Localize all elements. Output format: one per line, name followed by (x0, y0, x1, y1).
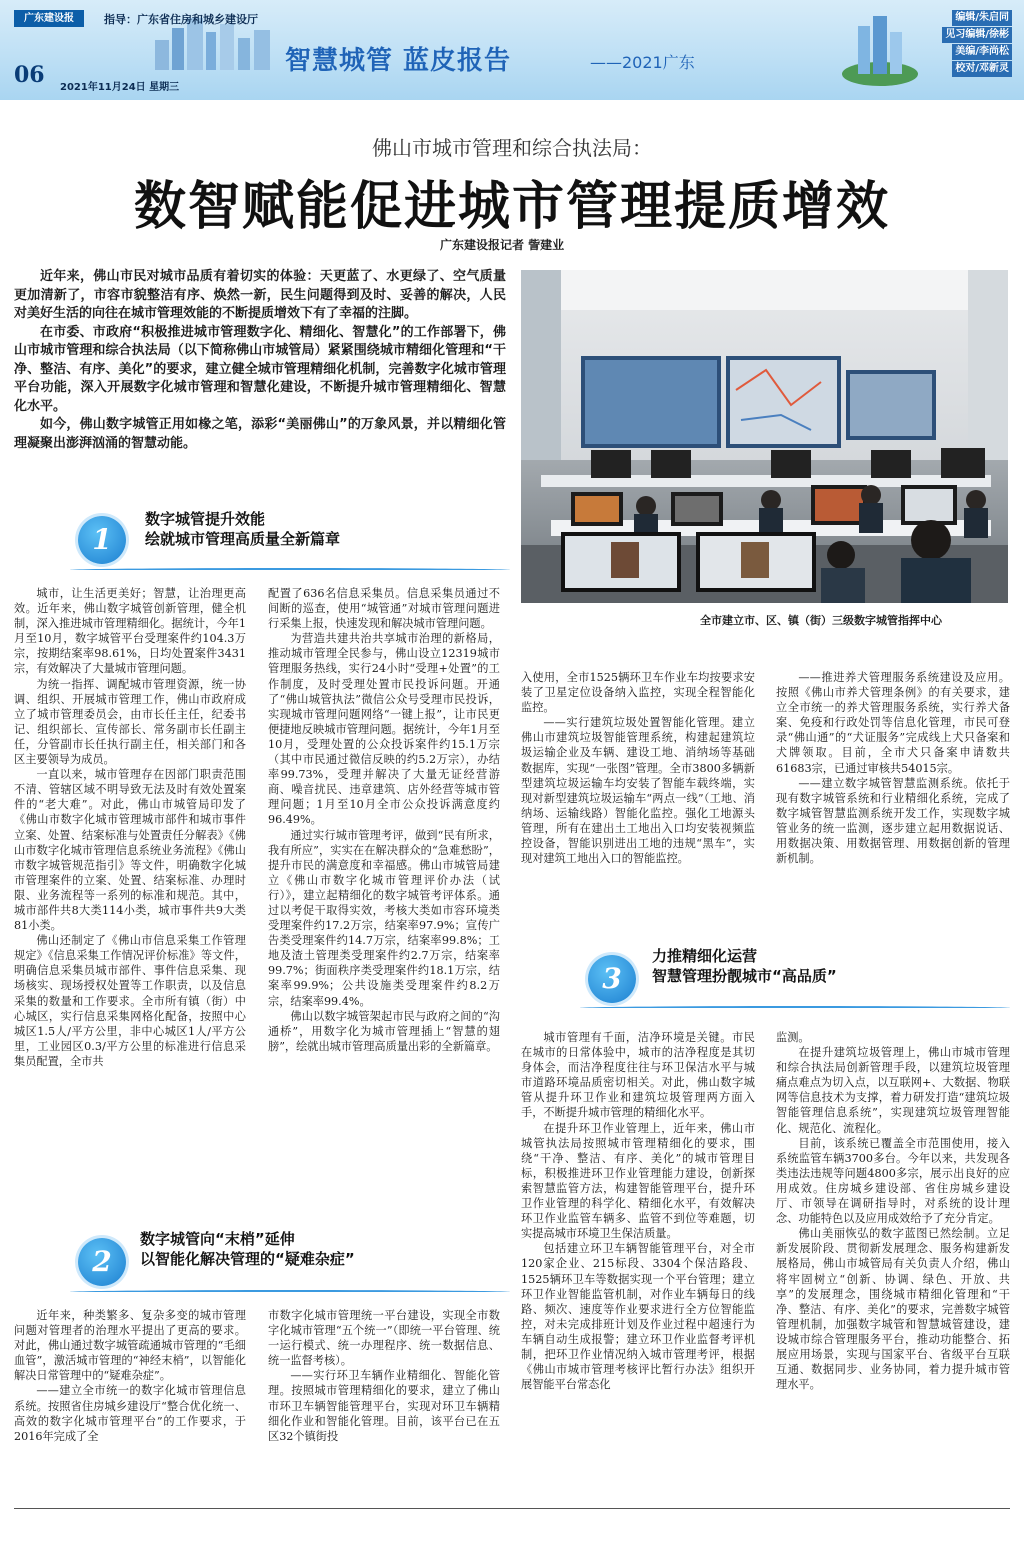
masthead-banner (0, 0, 1024, 100)
body-paragraph: 城市管理有千面，洁净环境是关键。市民在城市的日常体验中，城市的洁净程度是其切身体会，而洁净程度往往与环卫保洁水平与城市道路环境品质密切相关。对此，佛山数字城管从提升环卫作业和建筑垃圾管理两方面入手，不断提升城市管理的精细化水平。 (521, 1031, 755, 1120)
body-paragraph: ——推进养犬管理服务系统建设及应用。按照《佛山市养犬管理条例》的有关要求，建立全市统一的养犬管理服务系统，实行养犬备案、免疫和行政处罚等信息化管理，市民可登录“佛山通”的“犬证服务”完成线上犬只备案和犬牌领取。目前，全市犬只备案申请数共61683宗，已通过审核共54015宗。 (776, 671, 1010, 775)
section-number-badge: 1 (78, 516, 126, 564)
section-title-line: 力推精细化运营 (652, 947, 758, 965)
lead-paragraph: 在市委、市政府“积极推进城市管理数字化、精细化、智慧化”的工作部署下，佛山市城市管理和综合执法局（以下简称佛山市城管局）紧紧围绕城市精细化管理和“干净、整洁、有序、美化”的要求，建立健全城市管理精细化机制，完善数字化城市管理平台功能，深入开展数字化城市管理和智慧化建设，不断提升城市管理精细化、智慧化水平。 (14, 324, 506, 414)
body-paragraph: 为营造共建共治共享城市治理的新格局，推动城市管理全民参与，佛山设立12319城市管理服务热线，实行24小时“受理+处置”的工作制度，及时受理处置市民投诉问题。开通了“佛山城管执法”微信公众号受理市民投诉，实现城市管理问题网络“一键上报”，让市民更便捷地反映城市管理问题。据统计，今年1月至10月，受理处置的公众投诉案件约15.1万宗（其中市民通过微信反映的约5.2万宗），办结率99.73%，受理并解决了大量无证经营游商、噪音扰民、违章建筑、店外经营等城市管理问题；1月至10月全市公众投诉满意度约96.49%。 (268, 632, 500, 827)
body-paragraph: 包括建立环卫车辆智能管理平台，对全市120家企业、215标段、3304个保洁路段、1525辆环卫车等数据实现一个平台管理；建立环卫作业智能监管机制，对作业车辆每日的线路、频次、速度等作业要求进行全方位智能监控，对未完成排班计划及作业过程中超速行为车辆自动生成报警；建立环卫作业监督考评机制，把环卫作业情况纳入城市管理考评，根据《佛山市城市管理考核评比暂行办法》组织开展智能平台常态化 (521, 1242, 755, 1392)
body-paragraph: 目前，该系统已覆盖全市范围使用，接入系统监管车辆3700多台。今年以来，共发现各类违法违规等问题4800多宗，展示出良好的应用成效。住房城乡建设部、省住房城乡建设厅、市领导在调研指导时，对系统的设计理念、功能特色以及应用成效给予了充分肯定。 (776, 1136, 1010, 1226)
editor-credit: 见习编辑/徐彬 (942, 27, 1012, 43)
tower-graphic (840, 12, 920, 92)
photo-caption: 全市建立市、区、镇（街）三级数字城管指挥中心 (700, 614, 942, 627)
body-paragraph: 近年来，种类繁多、复杂多变的城市管理问题对管理者的治理水平提出了更高的要求。对此，佛山通过数字城管疏通城市管理的“毛细血管”，激活城市管理的“神经末梢”，以智能化解决日常管理中的“疑难杂症”。 (14, 1309, 246, 1383)
paper-name-badge: 广东建设报 (14, 10, 84, 27)
lead-paragraph: 近年来，佛山市民对城市品质有着切实的体验：天更蓝了、水更绿了、空气质量更加清新了，市容市貌整洁有序、焕然一新，民生问题得到及时、妥善的解决，人民对美好生活的向往在城市管理效能的不断提质增效下有了幸福的注脚。 (14, 269, 506, 321)
body-paragraph: 在提升环卫作业管理上，近年来，佛山市城管执法局按照城市管理精细化的要求，围绕“干净、整洁、有序、美化”的城市管理目标，积极推进环卫作业管理能力建设，创新探索智慧监管方法，构建智能管理平台，提升环卫作业管理的科学化、精细化水平，有效解决环卫作业监管车辆多、监管不到位等难题，切实提高城市环境卫生保洁质量。 (521, 1121, 755, 1241)
section3-column-1 (521, 1030, 755, 1392)
section-title-line: 数字城管提升效能 (145, 510, 266, 528)
article-kicker: 佛山市城市管理和综合执法局： (372, 136, 652, 160)
section-title-line: 以智能化解决管理的“疑难杂症” (140, 1250, 355, 1268)
body-paragraph: 监测。 (776, 1031, 810, 1044)
section-title-line: 数字城管向“末梢”延伸 (140, 1230, 295, 1248)
body-paragraph: ——建立全市统一的数字化城市管理信息系统。按照省住房城乡建设厅“整合优化统一、高效的数字化城市管理平台”的工作要求，于2016年完成了全 (14, 1384, 246, 1443)
section-title (652, 946, 837, 986)
lead-paragraph: 如今，佛山数字城管正用如椽之笔，添彩“美丽佛山”的万象风景，并以精细化管理凝聚出澎湃汹涌的智慧动能。 (14, 417, 506, 451)
body-paragraph: ——实行建筑垃圾处置智能化管理。建立佛山市建筑垃圾智能管理系统，构建起建筑垃圾运输企业及车辆、建设工地、消纳场等基础数据库，实现“一张图”管理。全市3800多辆新型建筑垃圾运输车均安装了智能车载终端，实现对新型建筑垃圾运输车“两点一线”（工地、消纳场、运输线路）智能化监控。强化工地源头管理，所有在建出土工地出入口均安装视频监控设备，智能识别进出工地的违规“黑车”，实现对建筑工地出入口的智能监控。 (521, 716, 755, 866)
command-center-illustration (521, 270, 1008, 603)
editor-credits (942, 10, 1012, 78)
section2-column-1 (14, 1308, 246, 1444)
section-title-line: 绘就城市管理高质量全新篇章 (145, 530, 341, 548)
editor-credit: 校对/邓新灵 (952, 61, 1012, 77)
body-paragraph: 市数字化城市管理统一平台建设，实现全市数字化城市管理“五个统一”（即统一平台管理、统一运行模式、统一办理程序、统一数据信息、统一监督考核）。 (268, 1309, 500, 1368)
body-paragraph: 佛山以数字城管架起市民与政府之间的“沟通桥”，用数字化为城市管理插上“智慧的翅膀”，绘就出城市管理高质量出彩的全新篇章。 (268, 1009, 500, 1053)
column-subtitle: ——2021广东 (590, 53, 695, 72)
body-paragraph: 为统一指挥、调配城市管理资源，统一协调、组织、开展城市管理工作，佛山市政府成立了城市管理委员会，由市长任主任，纪委书记、组织部长、宣传部长、常务副市长任副主任，分管副市长任执行副主任，相关部门和各区主要领导为成员。 (14, 677, 246, 767)
body-paragraph: ——建立数字城管智慧监测系统。依托于现有数字城管系统和行业精细化系统，完成了数字城管智慧监测系统开发工作，实现数字城管业务的统一监测，逐步建立起用数据说话、用数据决策、用数据管理、用数据创新的管理新机制。 (776, 776, 1010, 866)
article-headline: 数智赋能促进城市管理提质增效 (133, 176, 890, 237)
column-title: 智慧城管 蓝皮报告 (285, 46, 512, 76)
body-paragraph: 配置了636名信息采集员。信息采集员通过不间断的巡查，使用“城管通”对城市管理问题进行采集上报，快速发现和解决城市管理问题。 (268, 587, 500, 631)
section-number-badge: 2 (78, 1238, 126, 1286)
body-paragraph: 佛山美丽恢弘的数字蓝图已然绘制。立足新发展阶段、贯彻新发展理念、服务构建新发展格局，佛山市城管局有关负责人介绍，佛山将牢固树立“创新、协调、绿色、开放、共享”的发展理念，围绕城市精细化管理和“干净、整洁、有序、美化”的要求，完善数字城管管理机制，加强数字城管和智慧城管建设，建设城市综合管理服务平台，推动功能整合、拓展应用场景，实现与国家平台、省级平台互联互通、数据同步、业务协同，着力提升城市管理水平。 (776, 1227, 1010, 1392)
body-paragraph: 一直以来，城市管理存在因部门职责范围不清、管辖区域不明导致无法及时有效处置案件的“老大难”。对此，佛山市城管局印发了《佛山市数字化城市管理城市部件和城市事件立案、处置、结案标准与处置责任分解表》《佛山市数字化城市管理信息系统业务流程》《佛山市数字城管规范指引》等文件，明确数字化城市管理案件的立案、处置、结案标准、办理时限、业务流程等一系列的标准和规范。其中，城市部件共8大类114小类，城市事件共9大类81小类。 (14, 768, 246, 933)
section-title (145, 509, 340, 549)
body-paragraph: 在提升建筑垃圾管理上，佛山市城市管理和综合执法局创新管理手段，以建筑垃圾管理痛点难点为切入点，以互联网+、大数据、物联网等信息技术为支撑，着力研发打造“建筑垃圾智能管理信息系统”，实现建筑垃圾管理智能化、规范化、流程化。 (776, 1046, 1010, 1135)
article-lead (14, 268, 506, 453)
section1-column-1 (14, 586, 246, 1069)
section-title (140, 1229, 355, 1269)
page-bottom-rule (14, 1508, 1010, 1509)
command-center-photo (521, 270, 1008, 603)
body-paragraph: ——实行环卫车辆作业精细化、智能化管理。按照城市管理精细化的要求，建立了佛山市环卫车辆智能管理平台，实现对环卫车辆精细化作业和智能化管理。目前，该平台已在五区32个镇街投 (268, 1369, 500, 1443)
section2-column-2 (268, 1308, 500, 1444)
article-byline: 广东建设报记者 訾建业 (440, 238, 565, 252)
section-underline (70, 568, 510, 572)
section-title-line: 智慧管理扮靓城市“高品质” (652, 967, 837, 985)
section-number-badge: 3 (588, 955, 636, 1003)
guide-label: 指导：广东省住房和城乡建设厅 (104, 13, 258, 26)
section2-column-3 (521, 670, 755, 866)
section1-column-2 (268, 586, 500, 1054)
body-paragraph: 入使用，全市1525辆环卫车作业车均按要求安装了卫星定位设备纳入监控，实现全程智能化监控。 (521, 671, 755, 715)
page-number: 06 (14, 62, 45, 88)
section3-column-2 (776, 1030, 1010, 1392)
body-paragraph: 城市，让生活更美好；智慧，让治理更高效。近年来，佛山数字城管创新管理，健全机制，深入推进城市管理精细化。据统计，今年1月至10月，数字城管平台受理案件约104.3万宗，按期结案率98.61%，日均处置案件3431宗，有效解决了大量城市管理问题。 (14, 587, 246, 676)
section2-column-4 (776, 670, 1010, 866)
editor-credit: 编辑/朱启同 (952, 10, 1012, 26)
section-underline (70, 1290, 510, 1294)
body-paragraph: 通过实行城市管理考评，做到“民有所求，我有所应”，实实在在解决群众的“急难愁盼”，提升市民的满意度和幸福感。佛山市城管局建立《佛山市数字化城市管理评价办法（试行）》，建立起精细化的数字城管考评体系。通过以考促干取得实效，考核大类如市容环境类受理案件约17.2万宗，结案率97.9%；宣传广告类受理案件约14.7万宗，结案率99.8%；工地及渣土管理类受理案件约2.7万宗，结案率99.7%；街面秩序类受理案件约18.1万宗，结案率99.9%；公共设施类受理案件约8.2万宗，结案率99.4%。 (268, 828, 500, 1008)
body-paragraph: 佛山还制定了《佛山市信息采集工作管理规定》《信息采集工作情况评价标准》等文件，明确信息采集员城市部件、事件信息采集、现场核实、现场授权处置等工作职责，以及信息采集的数量和工作要求。全市所有镇（街）中心城区，实行信息采集网格化配备，按照中心城区1.5人/平方公里，非中心城区1人/平方公里，工业园区0.3/平方公里的标准进行信息采集员配置，全市共 (14, 934, 246, 1068)
section-underline (580, 1006, 1010, 1010)
issue-date: 2021年11月24日 星期三 (60, 82, 180, 93)
editor-credit: 美编/李尚松 (952, 44, 1012, 60)
